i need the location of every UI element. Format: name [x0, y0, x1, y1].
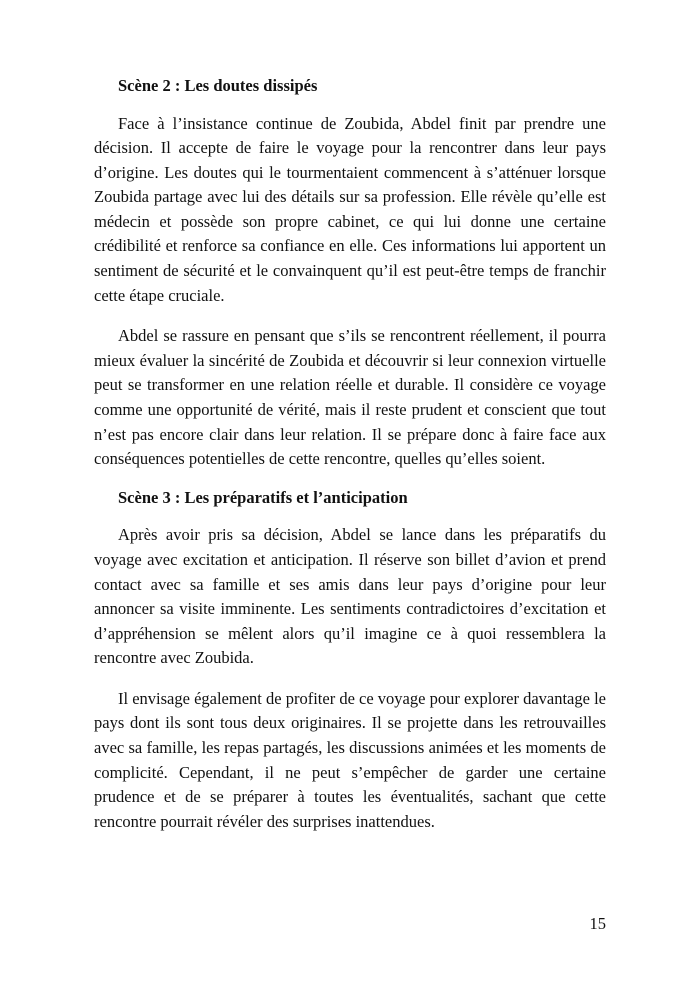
- paragraph: Après avoir pris sa décision, Abdel se lance dans les préparatifs du voyage avec excitation et anticipation. Il réserve son billet d’avion et prend contact avec sa famille et ses amis dans leur pays d’origine pour leur annoncer sa visite imminente. Les sentiments contradictoires d’excitation et d’appréhension se mêlent alors qu’il imagine ce à quoi ressemblera la rencontre avec Zoubida.: [94, 525, 606, 668]
- section-heading-scene-2: Scène 2 : Les doutes dissipés: [118, 76, 318, 95]
- document-page: [94, 74, 606, 834]
- paragraph: Face à l’insistance continue de Zoubida, Abdel finit par prendre une décision. Il accepte de faire le voyage pour la rencontrer dans leur pays d’origine. Les doutes qui le tourmentaient commencent à s’atténuer lorsque Zoubida partage avec lui des détails sur sa profession. Elle révèle qu’elle est médecin et possède son propre cabinet, ce qui lui donne une certaine crédibilité et renforce sa confiance en elle. Ces informations lui apportent un sentiment de sécurité et le convainquent qu’il est peut-être temps de franchir cette étape cruciale.: [94, 113, 606, 305]
- section-heading-scene-3: Scène 3 : Les préparatifs et l’anticipation: [118, 487, 408, 507]
- paragraph: Abdel se rassure en pensant que s’ils se rencontrent réellement, il pourra mieux évaluer la sincérité de Zoubida et découvrir si leur connexion virtuelle peut se transformer en une relation réelle et durable. Il considère ce voyage comme une opportunité de vérité, mais il reste prudent et conscient que tout n’est pas encore clair dans leur relation. Il se prépare donc à faire face aux conséquences potentielles de cette rencontre, quelles qu’elles soient.: [94, 326, 606, 469]
- paragraph: Il envisage également de profiter de ce voyage pour explorer davantage le pays dont ils sont tous deux originaires. Il se projette dans les retrouvailles avec sa famille, les repas partagés, les discussions animées et les moments de complicité. Cependant, il ne peut s’empêcher de garder une certaine prudence et de se préparer à toutes les éventualités, sachant que cette rencontre pourrait révéler des surprises inattendues.: [94, 688, 606, 831]
- page-number: 15: [589, 914, 606, 933]
